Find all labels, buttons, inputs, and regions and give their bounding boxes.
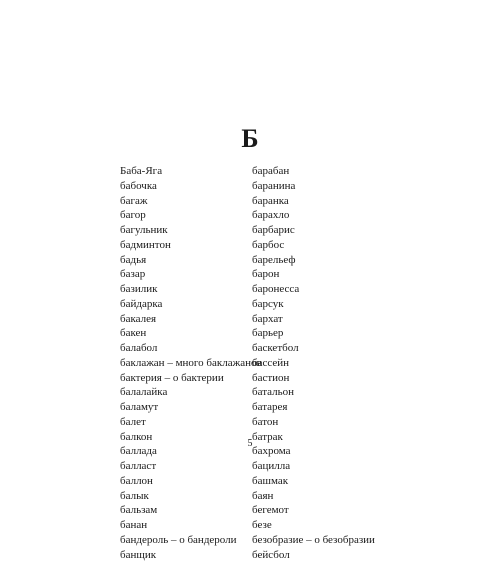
word-entry: барабан	[252, 164, 375, 179]
word-entry: багор	[120, 208, 262, 223]
word-entry: бегемот	[252, 503, 375, 518]
word-entry: бандероль – о бандероли	[120, 533, 262, 548]
word-entry: бахрома	[252, 444, 375, 459]
word-entry: башмак	[252, 474, 375, 489]
word-entry: балкон	[120, 430, 262, 445]
word-entry: базар	[120, 267, 262, 282]
word-entry: бабочка	[120, 179, 262, 194]
word-entry: бадья	[120, 253, 262, 268]
word-entry: баян	[252, 489, 375, 504]
word-entry: баскетбол	[252, 341, 375, 356]
word-entry: багаж	[120, 194, 262, 209]
word-column-right	[252, 164, 375, 562]
word-entry: балалайка	[120, 385, 262, 400]
word-entry: бархат	[252, 312, 375, 327]
word-entry: баклажан – много баклажанов	[120, 356, 262, 371]
word-entry: барахло	[252, 208, 375, 223]
word-entry: батон	[252, 415, 375, 430]
word-entry: баллада	[120, 444, 262, 459]
word-entry: байдарка	[120, 297, 262, 312]
word-column-left	[120, 164, 262, 562]
word-entry: базилик	[120, 282, 262, 297]
word-entry: барбарис	[252, 223, 375, 238]
word-entry: барон	[252, 267, 375, 282]
word-entry: балет	[120, 415, 262, 430]
word-entry: бактерия – о бактерии	[120, 371, 262, 386]
word-entry: бальзам	[120, 503, 262, 518]
word-entry: безе	[252, 518, 375, 533]
word-entry: бадминтон	[120, 238, 262, 253]
word-entry: барбос	[252, 238, 375, 253]
word-entry: балласт	[120, 459, 262, 474]
word-entry: барсук	[252, 297, 375, 312]
page-number: 5	[0, 438, 500, 450]
word-entry: Баба-Яга	[120, 164, 262, 179]
word-entry: батальон	[252, 385, 375, 400]
word-entry: безобразие – о безобразии	[252, 533, 375, 548]
word-entry: балабол	[120, 341, 262, 356]
word-entry: бейсбол	[252, 548, 375, 562]
word-entry: баранка	[252, 194, 375, 209]
word-entry: балык	[120, 489, 262, 504]
word-entry: багульник	[120, 223, 262, 238]
word-entry: бацилла	[252, 459, 375, 474]
word-entry: бакалея	[120, 312, 262, 327]
letter-heading: Б	[0, 124, 500, 154]
word-entry: банан	[120, 518, 262, 533]
word-entry: баламут	[120, 400, 262, 415]
word-entry: баранина	[252, 179, 375, 194]
word-entry: баллон	[120, 474, 262, 489]
word-entry: бастион	[252, 371, 375, 386]
word-entry: батарея	[252, 400, 375, 415]
word-entry: барьер	[252, 326, 375, 341]
word-entry: бассейн	[252, 356, 375, 371]
word-entry: банщик	[120, 548, 262, 562]
word-entry: барельеф	[252, 253, 375, 268]
word-entry: батрак	[252, 430, 375, 445]
word-entry: баронесса	[252, 282, 375, 297]
word-entry: бакен	[120, 326, 262, 341]
